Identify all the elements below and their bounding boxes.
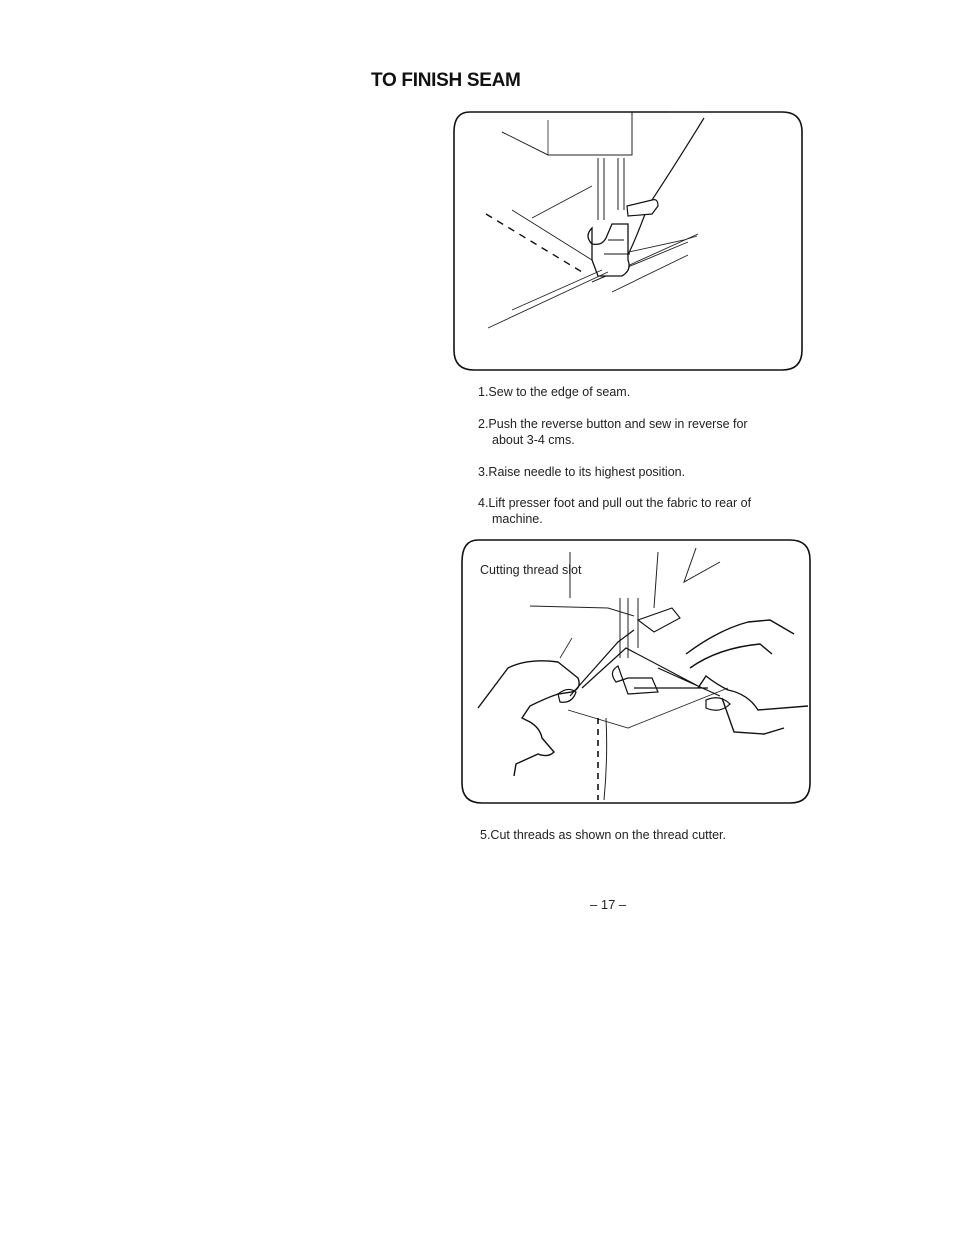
step-2-text: 2.Push the reverse button and sew in reverse for [478, 417, 748, 431]
step-4-continuation: machine. [492, 512, 543, 526]
sewing-illustration-1 [452, 110, 804, 372]
cutting-thread-slot-label: Cutting thread slot [480, 563, 582, 577]
step-1-text: 1.Sew to the edge of seam. [478, 385, 631, 399]
section-title: TO FINISH SEAM [371, 70, 521, 91]
step-4-text: 4.Lift presser foot and pull out the fabric to rear of [478, 496, 752, 510]
step-5 [480, 827, 790, 843]
figure-cut-threads [458, 538, 812, 805]
step-2-continuation: about 3-4 cms. [492, 433, 575, 447]
step-3 [478, 464, 788, 480]
page-number: – 17 – [590, 897, 627, 912]
sewing-illustration-2 [458, 538, 812, 805]
step-5-text: 5.Cut threads as shown on the thread cutter. [480, 828, 726, 842]
step-1 [478, 384, 788, 400]
step-2 [478, 416, 788, 448]
figure-sew-to-edge [452, 110, 804, 372]
step-3-text: 3.Raise needle to its highest position. [478, 465, 686, 479]
step-4 [478, 495, 788, 527]
